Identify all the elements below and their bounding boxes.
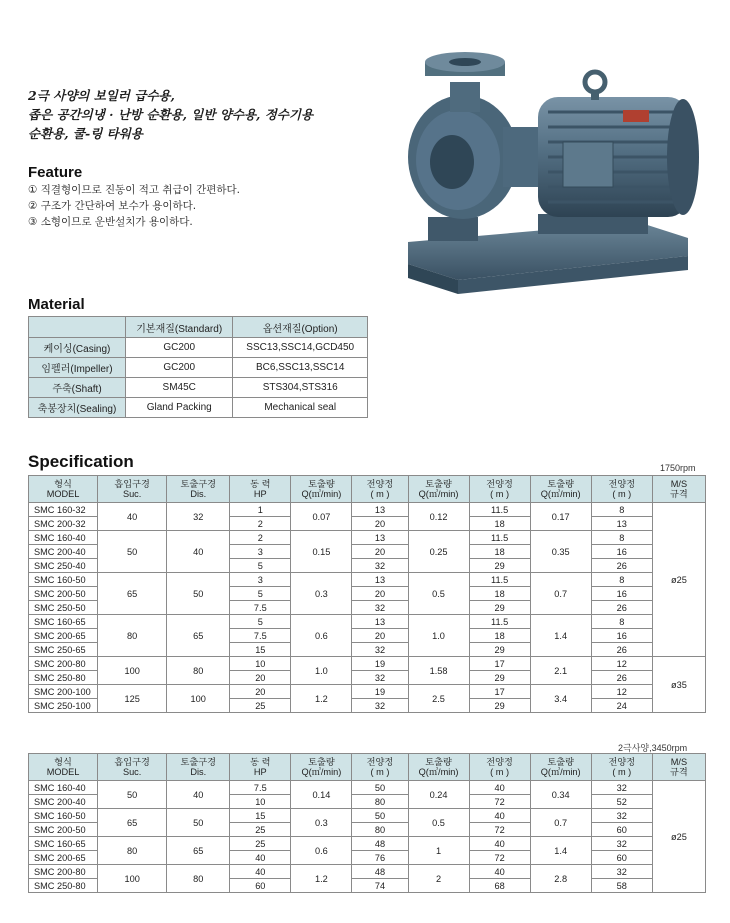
suction-size-cell: 125	[98, 685, 167, 713]
table-row	[29, 837, 706, 851]
header-label-en: Suc.	[122, 489, 142, 499]
model-cell: SMC 200-80	[29, 657, 98, 671]
spec-header-cell	[530, 754, 591, 781]
model-cell: SMC 200-50	[29, 587, 98, 601]
power-hp-cell: 25	[230, 837, 291, 851]
flow-cell: 2.1	[530, 657, 591, 685]
head-cell: 32	[591, 809, 652, 823]
discharge-size-cell: 80	[167, 657, 230, 685]
head-cell: 19	[352, 685, 408, 699]
header-label-en: Dis.	[190, 489, 207, 499]
intro-line: 좁은 공간의냉 · 난방 순환용, 일반 양수용, 정수기용	[28, 107, 314, 122]
material-cell: STS304,STS316	[233, 378, 368, 398]
model-cell: SMC 250-80	[29, 671, 98, 685]
spec-header-cell	[530, 476, 591, 503]
head-cell: 48	[352, 837, 408, 851]
flow-cell: 0.6	[291, 837, 352, 865]
power-hp-cell: 2	[230, 531, 291, 545]
head-cell: 72	[469, 851, 530, 865]
header-label-ko: 형식	[54, 478, 72, 489]
head-cell: 40	[469, 809, 530, 823]
spec-header-cell	[291, 476, 352, 503]
spec-header-cell	[167, 754, 230, 781]
spec-table-1750rpm	[28, 475, 706, 713]
header-label-en: HP	[253, 489, 267, 499]
material-title: Material	[28, 296, 85, 313]
model-cell: SMC 160-50	[29, 573, 98, 587]
header-label-ko: 전양정	[486, 756, 513, 767]
head-cell: 48	[352, 865, 408, 879]
flow-cell: 0.5	[408, 809, 469, 837]
header-label-ko: 형식	[54, 756, 72, 767]
material-cell: Gland Packing	[126, 398, 233, 418]
head-cell: 16	[591, 545, 652, 559]
header-label-ko: 흡입구경	[114, 478, 150, 489]
head-cell: 29	[469, 699, 530, 713]
head-cell: 76	[352, 851, 408, 865]
head-cell: 52	[591, 795, 652, 809]
flow-cell: 1.2	[291, 685, 352, 713]
header-label-en: Q(㎥/min)	[418, 489, 459, 499]
feature-list	[28, 182, 240, 230]
material-table	[28, 316, 368, 418]
power-hp-cell: 25	[230, 699, 291, 713]
spec-header-cell	[652, 754, 705, 781]
head-cell: 80	[352, 795, 408, 809]
head-cell: 26	[591, 601, 652, 615]
head-cell: 20	[352, 629, 408, 643]
header-label-ko: M/S	[670, 756, 688, 767]
flow-cell: 0.7	[530, 809, 591, 837]
model-cell: SMC 200-32	[29, 517, 98, 531]
header-label-ko: 토출량	[425, 756, 452, 767]
flow-cell: 3.4	[530, 685, 591, 713]
head-cell: 8	[591, 573, 652, 587]
head-cell: 68	[469, 879, 530, 893]
model-cell: SMC 160-65	[29, 837, 98, 851]
table-row	[29, 657, 706, 671]
discharge-size-cell: 65	[167, 615, 230, 657]
head-cell: 8	[591, 615, 652, 629]
power-hp-cell: 7.5	[230, 629, 291, 643]
flow-cell: 0.07	[291, 503, 352, 531]
flow-cell: 0.3	[291, 809, 352, 837]
head-cell: 12	[591, 685, 652, 699]
flow-cell: 0.5	[408, 573, 469, 615]
material-part-label: 임펠러(Impeller)	[29, 358, 126, 378]
header-label-en: MODEL	[46, 767, 80, 777]
power-hp-cell: 10	[230, 795, 291, 809]
head-cell: 29	[469, 671, 530, 685]
feature-item: ② 구조가 간단하여 보수가 용이하다.	[28, 200, 197, 212]
model-cell: SMC 160-40	[29, 781, 98, 795]
head-cell: 32	[352, 559, 408, 573]
flow-cell: 1.4	[530, 615, 591, 657]
table-row	[29, 573, 706, 587]
model-cell: SMC 250-50	[29, 601, 98, 615]
flow-cell: 0.25	[408, 531, 469, 573]
header-label-en: Suc.	[122, 767, 142, 777]
material-cell: GC200	[126, 338, 233, 358]
material-cell: Mechanical seal	[233, 398, 368, 418]
flow-cell: 1.0	[408, 615, 469, 657]
table-row	[29, 781, 706, 795]
spec-header-cell	[652, 476, 705, 503]
model-cell: SMC 200-65	[29, 851, 98, 865]
header-label-ko: 토출량	[425, 478, 452, 489]
material-cell: BC6,SSC13,SSC14	[233, 358, 368, 378]
feature-title: Feature	[28, 164, 83, 181]
head-cell: 40	[469, 837, 530, 851]
head-cell: 26	[591, 559, 652, 573]
discharge-size-cell: 32	[167, 503, 230, 531]
model-cell: SMC 160-65	[29, 615, 98, 629]
power-hp-cell: 25	[230, 823, 291, 837]
head-cell: 29	[469, 643, 530, 657]
head-cell: 29	[469, 559, 530, 573]
spec-table-3450rpm	[28, 753, 706, 893]
material-cell: SM45C	[126, 378, 233, 398]
header-label-en: ( m )	[612, 767, 632, 777]
ms-size-cell: ø25	[652, 503, 705, 657]
feature-item: ③ 소형이므로 운반설치가 용이하다.	[28, 216, 193, 228]
head-cell: 20	[352, 517, 408, 531]
flow-cell: 0.34	[530, 781, 591, 809]
material-part-label: 주축(Shaft)	[29, 378, 126, 398]
head-cell: 32	[352, 671, 408, 685]
model-cell: SMC 160-50	[29, 809, 98, 823]
flow-cell: 1.4	[530, 837, 591, 865]
flow-cell: 0.15	[291, 531, 352, 573]
discharge-size-cell: 65	[167, 837, 230, 865]
header-label-ko: 토출량	[547, 478, 575, 489]
table-row	[29, 615, 706, 629]
flow-cell: 1.2	[291, 865, 352, 893]
head-cell: 32	[352, 699, 408, 713]
model-cell: SMC 160-40	[29, 531, 98, 545]
table-row	[29, 865, 706, 879]
flow-cell: 0.14	[291, 781, 352, 809]
discharge-size-cell: 40	[167, 531, 230, 573]
table-row	[29, 503, 706, 517]
material-part-label: 케이싱(Casing)	[29, 338, 126, 358]
power-hp-cell: 10	[230, 657, 291, 671]
head-cell: 40	[469, 781, 530, 795]
head-cell: 32	[591, 781, 652, 795]
header-label-en: Q(㎥/min)	[540, 489, 581, 499]
rpm-label: 2극사양,3450rpm	[618, 743, 688, 753]
spec-header-row	[29, 754, 706, 781]
header-label-en: 규격	[670, 489, 688, 499]
spec-header-cell	[408, 754, 469, 781]
head-cell: 26	[591, 643, 652, 657]
power-hp-cell: 20	[230, 685, 291, 699]
head-cell: 8	[591, 503, 652, 517]
head-cell: 29	[469, 601, 530, 615]
power-hp-cell: 7.5	[230, 781, 291, 795]
head-cell: 72	[469, 823, 530, 837]
head-cell: 50	[352, 781, 408, 795]
material-header-cell: 기본재질(Standard)	[126, 317, 233, 338]
head-cell: 32	[352, 643, 408, 657]
head-cell: 12	[591, 657, 652, 671]
suction-size-cell: 65	[98, 809, 167, 837]
suction-size-cell: 40	[98, 503, 167, 531]
discharge-size-cell: 50	[167, 809, 230, 837]
model-cell: SMC 250-65	[29, 643, 98, 657]
suction-size-cell: 100	[98, 865, 167, 893]
table-row	[29, 358, 368, 378]
spec-header-cell	[469, 754, 530, 781]
spec-header-cell	[591, 754, 652, 781]
power-hp-cell: 3	[230, 545, 291, 559]
power-hp-cell: 60	[230, 879, 291, 893]
feature-item: ① 직결형이므로 진동이 적고 취급이 간편하다.	[28, 184, 241, 196]
head-cell: 72	[469, 795, 530, 809]
head-cell: 20	[352, 545, 408, 559]
model-cell: SMC 250-40	[29, 559, 98, 573]
spec-header-cell	[352, 754, 408, 781]
material-header-cell	[29, 317, 126, 338]
flow-cell: 2.5	[408, 685, 469, 713]
model-cell: SMC 200-50	[29, 823, 98, 837]
header-label-ko: 전양정	[366, 478, 394, 489]
model-cell: SMC 200-100	[29, 685, 98, 699]
head-cell: 11.5	[469, 503, 530, 517]
header-label-en: ( m )	[370, 489, 390, 499]
flow-cell: 0.24	[408, 781, 469, 809]
header-label-ko: 전양정	[608, 756, 636, 767]
head-cell: 16	[591, 587, 652, 601]
power-hp-cell: 5	[230, 587, 291, 601]
head-cell: 19	[352, 657, 408, 671]
power-hp-cell: 40	[230, 851, 291, 865]
model-cell: SMC 200-80	[29, 865, 98, 879]
power-hp-cell: 15	[230, 643, 291, 657]
ms-size-cell: ø35	[652, 657, 705, 713]
flow-cell: 1.58	[408, 657, 469, 685]
header-label-en: Q(㎥/min)	[301, 489, 342, 499]
model-cell: SMC 250-100	[29, 699, 98, 713]
head-cell: 74	[352, 879, 408, 893]
header-label-en: ( m )	[490, 767, 510, 777]
intro-text	[28, 86, 408, 143]
spec-header-cell	[291, 754, 352, 781]
flow-cell: 0.17	[530, 503, 591, 531]
header-label-en: ( m )	[490, 489, 510, 499]
head-cell: 32	[591, 865, 652, 879]
head-cell: 32	[591, 837, 652, 851]
model-cell: SMC 250-80	[29, 879, 98, 893]
ms-size-cell: ø25	[652, 781, 705, 893]
head-cell: 80	[352, 823, 408, 837]
material-header-cell: 옵션재질(Option)	[233, 317, 368, 338]
spec-header-cell	[230, 754, 291, 781]
material-header-row	[29, 317, 368, 338]
head-cell: 13	[352, 615, 408, 629]
header-label-en: Q(㎥/min)	[540, 767, 581, 777]
discharge-size-cell: 100	[167, 685, 230, 713]
head-cell: 16	[591, 629, 652, 643]
material-cell: SSC13,SSC14,GCD450	[233, 338, 368, 358]
flow-cell: 0.12	[408, 503, 469, 531]
suction-size-cell: 50	[98, 531, 167, 573]
flow-cell: 0.3	[291, 573, 352, 615]
header-label-ko: 전양정	[608, 478, 636, 489]
header-label-en: ( m )	[370, 767, 390, 777]
spec-header-cell	[29, 476, 98, 503]
header-label-en: 규격	[670, 767, 688, 777]
header-label-ko: 흡입구경	[114, 756, 150, 767]
discharge-size-cell: 50	[167, 573, 230, 615]
power-hp-cell: 3	[230, 573, 291, 587]
header-label-en: HP	[253, 767, 267, 777]
head-cell: 18	[469, 587, 530, 601]
header-label-en: MODEL	[46, 489, 80, 499]
head-cell: 11.5	[469, 615, 530, 629]
head-cell: 60	[591, 851, 652, 865]
model-cell: SMC 200-65	[29, 629, 98, 643]
flow-cell: 2.8	[530, 865, 591, 893]
power-hp-cell: 20	[230, 671, 291, 685]
power-hp-cell: 7.5	[230, 601, 291, 615]
material-part-label: 축봉장치(Sealing)	[29, 398, 126, 418]
head-cell: 26	[591, 671, 652, 685]
power-hp-cell: 5	[230, 559, 291, 573]
suction-size-cell: 80	[98, 615, 167, 657]
flow-cell: 1	[408, 837, 469, 865]
header-label-en: Q(㎥/min)	[418, 767, 459, 777]
flow-cell: 0.7	[530, 573, 591, 615]
head-cell: 58	[591, 879, 652, 893]
head-cell: 13	[352, 503, 408, 517]
header-label-ko: 전양정	[486, 478, 513, 489]
header-label-ko: 토출구경	[180, 478, 216, 489]
header-label-en: Q(㎥/min)	[301, 767, 342, 777]
spec-header-cell	[98, 476, 167, 503]
model-cell: SMC 200-40	[29, 795, 98, 809]
power-hp-cell: 40	[230, 865, 291, 879]
header-label-en: Dis.	[190, 767, 207, 777]
header-label-ko: 동 력	[250, 478, 271, 489]
head-cell: 60	[591, 823, 652, 837]
power-hp-cell: 1	[230, 503, 291, 517]
head-cell: 17	[469, 657, 530, 671]
header-label-en: ( m )	[612, 489, 632, 499]
header-label-ko: M/S	[670, 478, 688, 489]
model-cell: SMC 160-32	[29, 503, 98, 517]
flow-cell: 0.6	[291, 615, 352, 657]
power-hp-cell: 15	[230, 809, 291, 823]
rpm-label: 1750rpm	[660, 463, 696, 473]
pump-image	[388, 42, 708, 302]
flow-cell: 2	[408, 865, 469, 893]
head-cell: 17	[469, 685, 530, 699]
intro-line: 2극 사양의 보일러 급수용,	[28, 88, 175, 103]
head-cell: 24	[591, 699, 652, 713]
discharge-size-cell: 80	[167, 865, 230, 893]
head-cell: 8	[591, 531, 652, 545]
suction-size-cell: 80	[98, 837, 167, 865]
spec-header-cell	[167, 476, 230, 503]
power-hp-cell: 5	[230, 615, 291, 629]
head-cell: 32	[352, 601, 408, 615]
spec-header-cell	[352, 476, 408, 503]
head-cell: 40	[469, 865, 530, 879]
intro-line: 순환용, 쿨-링 타워용	[28, 126, 143, 141]
header-label-ko: 동 력	[250, 756, 271, 767]
spec-header-cell	[408, 476, 469, 503]
table-row	[29, 338, 368, 358]
table-row	[29, 531, 706, 545]
head-cell: 11.5	[469, 573, 530, 587]
header-label-ko: 전양정	[366, 756, 394, 767]
spec-header-cell	[230, 476, 291, 503]
power-hp-cell: 2	[230, 517, 291, 531]
suction-size-cell: 50	[98, 781, 167, 809]
head-cell: 11.5	[469, 531, 530, 545]
header-label-ko: 토출량	[308, 756, 335, 767]
specification-title: Specification	[28, 452, 134, 471]
suction-size-cell: 100	[98, 657, 167, 685]
table-row	[29, 398, 368, 418]
header-label-ko: 토출량	[547, 756, 575, 767]
suction-size-cell: 65	[98, 573, 167, 615]
head-cell: 50	[352, 809, 408, 823]
spec-header-cell	[469, 476, 530, 503]
head-cell: 20	[352, 587, 408, 601]
table-row	[29, 685, 706, 699]
discharge-size-cell: 40	[167, 781, 230, 809]
head-cell: 18	[469, 545, 530, 559]
spec-header-cell	[98, 754, 167, 781]
header-label-ko: 토출구경	[180, 756, 216, 767]
table-row	[29, 378, 368, 398]
head-cell: 18	[469, 629, 530, 643]
material-cell: GC200	[126, 358, 233, 378]
head-cell: 13	[352, 531, 408, 545]
head-cell: 18	[469, 517, 530, 531]
flow-cell: 0.35	[530, 531, 591, 573]
table-row	[29, 809, 706, 823]
spec-header-cell	[591, 476, 652, 503]
spec-header-cell	[29, 754, 98, 781]
spec-header-row	[29, 476, 706, 503]
flow-cell: 1.0	[291, 657, 352, 685]
model-cell: SMC 200-40	[29, 545, 98, 559]
header-label-ko: 토출량	[308, 478, 335, 489]
head-cell: 13	[591, 517, 652, 531]
head-cell: 13	[352, 573, 408, 587]
